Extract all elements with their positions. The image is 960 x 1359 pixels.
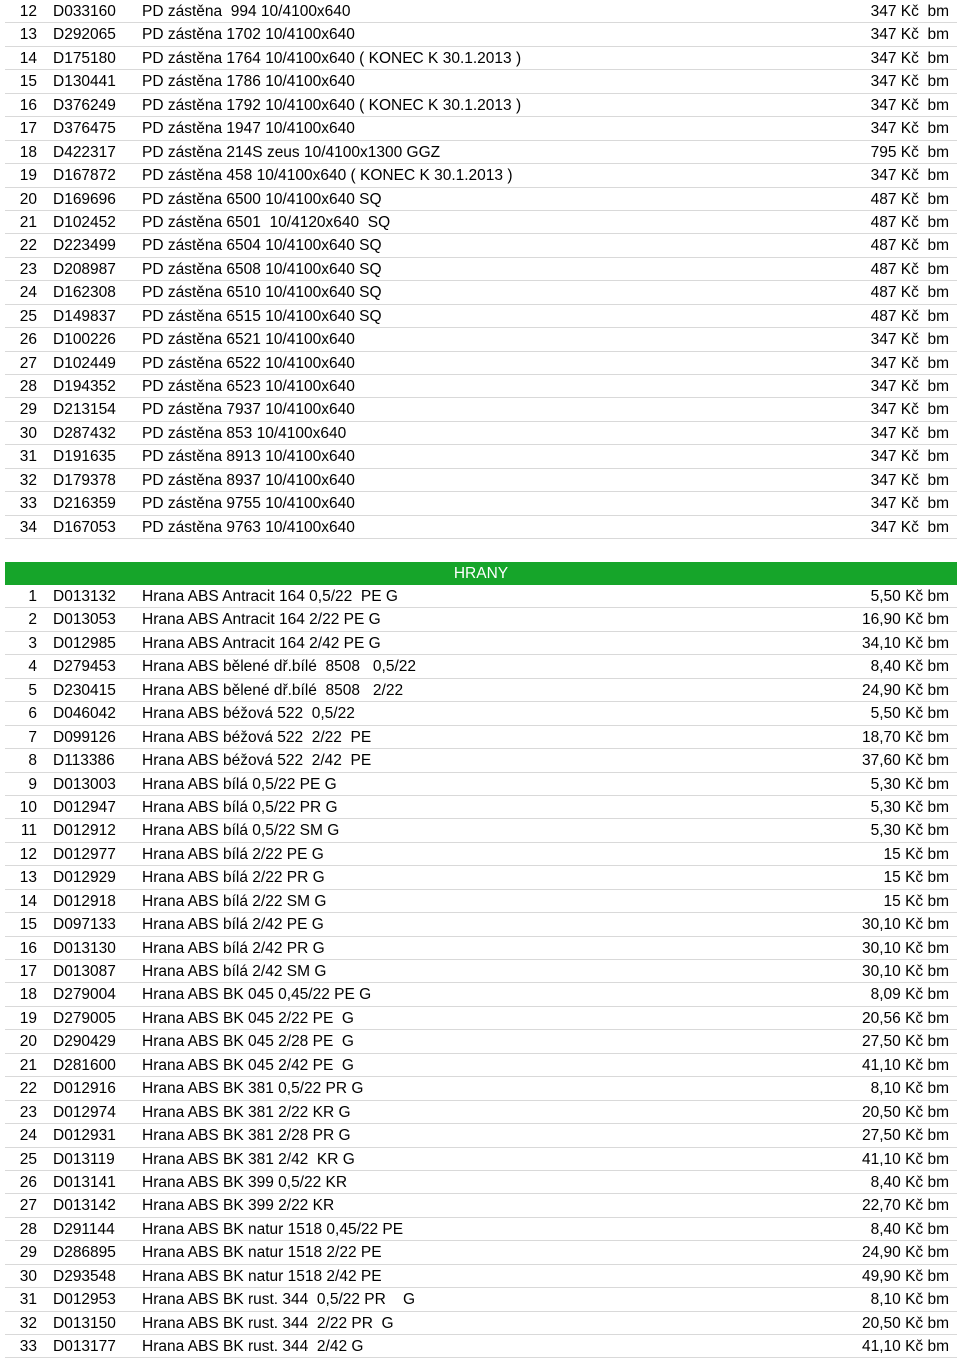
product-code: D046042	[53, 705, 116, 723]
row-number: 14	[19, 892, 37, 910]
product-code: D130441	[53, 73, 116, 91]
table-row	[5, 773, 957, 796]
row-number: 34	[19, 518, 37, 536]
product-name: PD zástěna 6521 10/4100x640	[142, 331, 355, 349]
product-name: Hrana ABS Antracit 164 2/22 PE G	[142, 611, 381, 629]
row-number: 16	[19, 939, 37, 957]
product-name: Hrana ABS bílá 2/42 PE G	[142, 916, 324, 934]
table-row	[5, 890, 957, 913]
row-number: 23	[19, 1103, 37, 1121]
product-name: Hrana ABS bělené dř.bílé 8508 2/22	[142, 681, 404, 699]
row-number: 15	[19, 916, 37, 934]
product-code: D213154	[53, 401, 116, 419]
row-number: 20	[19, 1033, 37, 1051]
product-name: PD zástěna 6504 10/4100x640 SQ	[142, 237, 382, 255]
product-code: D013130	[53, 939, 116, 957]
table-row	[5, 937, 957, 960]
table-row	[5, 1171, 957, 1194]
product-code: D291144	[53, 1220, 115, 1238]
row-number: 17	[19, 120, 37, 138]
table-row	[5, 1124, 957, 1147]
product-name: Hrana ABS BK natur 1518 2/22 PE	[142, 1244, 382, 1262]
product-name: PD zástěna 1947 10/4100x640	[142, 120, 355, 138]
table-row	[5, 983, 957, 1006]
product-name: Hrana ABS béžová 522 2/42 PE	[142, 752, 372, 770]
table-row	[5, 843, 957, 866]
table-row	[5, 960, 957, 983]
row-number: 30	[19, 424, 37, 442]
table-row	[5, 234, 957, 257]
table-row	[5, 819, 957, 842]
product-price: 24,90 Kč bm	[861, 681, 949, 699]
product-price: 487 Kč bm	[870, 213, 949, 231]
product-name: Hrana ABS bílá 0,5/22 SM G	[142, 822, 340, 840]
product-name: PD zástěna 7937 10/4100x640	[142, 401, 355, 419]
product-name: Hrana ABS bílá 2/42 PR G	[142, 939, 325, 957]
product-code: D012947	[53, 798, 116, 816]
product-code: D281600	[53, 1056, 116, 1074]
row-number: 2	[28, 611, 37, 629]
table-row	[5, 258, 957, 281]
row-number: 9	[28, 775, 37, 793]
row-number: 19	[19, 1009, 37, 1027]
table-row	[5, 679, 957, 702]
product-code: D279004	[53, 986, 116, 1004]
product-price: 8,40 Kč bm	[870, 1173, 949, 1191]
product-code: D376249	[53, 96, 116, 114]
product-price: 20,56 Kč bm	[861, 1009, 949, 1027]
product-name: PD zástěna 6515 10/4100x640 SQ	[142, 307, 382, 325]
row-number: 20	[19, 190, 37, 208]
product-name: PD zástěna 214S zeus 10/4100x1300 GGZ	[142, 143, 441, 161]
product-price: 347 Kč bm	[870, 331, 949, 349]
table-row	[5, 47, 957, 70]
product-name: Hrana ABS BK natur 1518 0,45/22 PE	[142, 1220, 404, 1238]
table-row	[5, 1148, 957, 1171]
product-code: D422317	[53, 143, 116, 161]
product-code: D012912	[53, 822, 116, 840]
product-name: Hrana ABS BK 045 2/28 PE G	[142, 1033, 354, 1051]
product-name: Hrana ABS bílá 0,5/22 PE G	[142, 775, 337, 793]
row-number: 4	[28, 658, 37, 676]
product-name: Hrana ABS BK rust. 344 2/42 G	[142, 1338, 364, 1355]
row-number: 22	[19, 237, 37, 255]
product-price: 347 Kč bm	[870, 96, 949, 114]
row-number: 33	[19, 1338, 37, 1355]
product-code: D149837	[53, 307, 116, 325]
table-row	[5, 1077, 957, 1100]
row-number: 33	[19, 495, 37, 513]
product-price: 487 Kč bm	[870, 284, 949, 302]
product-price: 18,70 Kč bm	[861, 728, 949, 746]
table-row	[5, 796, 957, 819]
row-number: 13	[19, 26, 37, 44]
product-name: PD zástěna 1786 10/4100x640	[142, 73, 355, 91]
row-number: 21	[19, 1056, 37, 1074]
product-price: 30,10 Kč bm	[861, 963, 949, 980]
table-row	[5, 1241, 957, 1264]
product-price: 30,10 Kč bm	[861, 939, 949, 957]
table-row	[5, 422, 957, 445]
row-number: 14	[19, 49, 37, 67]
table-row	[5, 1218, 957, 1241]
row-number: 24	[19, 284, 37, 302]
product-code: D179378	[53, 471, 116, 489]
product-price: 487 Kč bm	[870, 260, 949, 278]
product-name: PD zástěna 8937 10/4100x640	[142, 471, 355, 489]
table-row	[5, 1194, 957, 1217]
table-row	[5, 655, 957, 678]
table-row	[5, 1335, 957, 1358]
product-code: D167053	[53, 518, 116, 536]
product-name: Hrana ABS béžová 522 2/22 PE	[142, 728, 372, 746]
product-price: 41,10 Kč bm	[861, 1150, 949, 1168]
table-row	[5, 164, 957, 187]
row-number: 17	[19, 963, 37, 980]
table-row	[5, 726, 957, 749]
product-name: PD zástěna 1702 10/4100x640	[142, 26, 355, 44]
product-name: Hrana ABS BK 381 2/28 PR G	[142, 1127, 351, 1145]
product-price: 37,60 Kč bm	[861, 752, 949, 770]
product-name: PD zástěna 458 10/4100x640 ( KONEC K 30.1.2013 )	[142, 167, 513, 185]
table-row	[5, 749, 957, 772]
product-code: D191635	[53, 448, 116, 466]
product-price: 347 Kč bm	[870, 26, 949, 44]
product-name: PD zástěna 6522 10/4100x640	[142, 354, 355, 372]
product-name: Hrana ABS bílá 2/22 PR G	[142, 869, 325, 887]
product-name: PD zástěna 6510 10/4100x640 SQ	[142, 284, 382, 302]
table-row	[5, 117, 957, 140]
row-number: 29	[19, 401, 37, 419]
row-number: 32	[19, 471, 37, 489]
row-number: 19	[19, 167, 37, 185]
table-row	[5, 445, 957, 468]
row-number: 31	[19, 1291, 37, 1309]
row-number: 28	[19, 1220, 37, 1238]
table-row	[5, 492, 957, 515]
row-number: 12	[19, 3, 37, 20]
product-code: D013132	[53, 588, 116, 605]
table-row	[5, 328, 957, 351]
product-price: 347 Kč bm	[870, 73, 949, 91]
product-name: Hrana ABS béžová 522 0,5/22	[142, 705, 355, 723]
product-name: Hrana ABS Antracit 164 0,5/22 PE G	[142, 588, 398, 605]
table-row	[5, 585, 957, 608]
product-price: 22,70 Kč bm	[861, 1197, 949, 1215]
product-price: 795 Kč bm	[870, 143, 949, 161]
price-table-zastena	[5, 0, 957, 539]
product-code: D208987	[53, 260, 116, 278]
product-name: Hrana ABS BK rust. 344 0,5/22 PR G	[142, 1291, 416, 1309]
product-price: 8,40 Kč bm	[870, 1220, 949, 1238]
product-price: 5,30 Kč bm	[870, 775, 949, 793]
product-price: 20,50 Kč bm	[861, 1314, 949, 1332]
product-code: D223499	[53, 237, 116, 255]
table-row	[5, 0, 957, 23]
product-name: PD zástěna 6523 10/4100x640	[142, 378, 355, 395]
product-name: Hrana ABS BK 381 2/42 KR G	[142, 1150, 355, 1168]
product-code: D216359	[53, 495, 116, 513]
product-price: 15 Kč bm	[883, 845, 949, 863]
row-number: 5	[28, 681, 37, 699]
product-price: 8,10 Kč bm	[870, 1291, 949, 1309]
product-name: PD zástěna 6501 10/4120x640 SQ	[142, 213, 391, 231]
table-row	[5, 23, 957, 46]
product-code: D293548	[53, 1267, 116, 1285]
product-name: PD zástěna 6500 10/4100x640 SQ	[142, 190, 382, 208]
product-price: 347 Kč bm	[870, 49, 949, 67]
product-code: D194352	[53, 378, 116, 395]
table-row	[5, 211, 957, 234]
product-code: D013150	[53, 1314, 116, 1332]
product-name: PD zástěna 994 10/4100x640	[142, 3, 351, 20]
row-number: 26	[19, 1173, 37, 1191]
row-number: 26	[19, 331, 37, 349]
table-row	[5, 375, 957, 398]
row-number: 12	[19, 845, 37, 863]
row-number: 8	[28, 752, 37, 770]
product-name: Hrana ABS bílá 2/42 SM G	[142, 963, 327, 980]
product-price: 347 Kč bm	[870, 167, 949, 185]
row-number: 10	[19, 798, 37, 816]
table-row	[5, 70, 957, 93]
product-code: D013142	[53, 1197, 116, 1215]
product-name: Hrana ABS BK natur 1518 2/42 PE	[142, 1267, 382, 1285]
table-row	[5, 1312, 957, 1335]
product-name: Hrana ABS Antracit 164 2/42 PE G	[142, 634, 381, 652]
product-code: D097133	[53, 916, 116, 934]
product-price: 41,10 Kč bm	[861, 1056, 949, 1074]
product-code: D102452	[53, 213, 116, 231]
product-price: 487 Kč bm	[870, 237, 949, 255]
row-number: 27	[19, 354, 37, 372]
product-name: PD zástěna 9763 10/4100x640	[142, 518, 355, 536]
product-price: 15 Kč bm	[883, 892, 949, 910]
product-code: D167872	[53, 167, 116, 185]
table-row	[5, 469, 957, 492]
product-price: 8,10 Kč bm	[870, 1080, 949, 1098]
product-code: D012916	[53, 1080, 116, 1098]
product-name: PD zástěna 6508 10/4100x640 SQ	[142, 260, 382, 278]
row-number: 7	[28, 728, 37, 746]
row-number: 22	[19, 1080, 37, 1098]
product-price: 347 Kč bm	[870, 120, 949, 138]
product-name: Hrana ABS BK rust. 344 2/22 PR G	[142, 1314, 394, 1332]
product-code: D279453	[53, 658, 116, 676]
row-number: 16	[19, 96, 37, 114]
product-code: D287432	[53, 424, 116, 442]
row-number: 18	[19, 986, 37, 1004]
product-name: Hrana ABS bílá 2/22 PE G	[142, 845, 324, 863]
row-number: 24	[19, 1127, 37, 1145]
product-code: D099126	[53, 728, 116, 746]
table-row	[5, 1030, 957, 1053]
product-price: 347 Kč bm	[870, 401, 949, 419]
product-price: 5,50 Kč bm	[870, 705, 949, 723]
product-name: PD zástěna 1764 10/4100x640 ( KONEC K 30.1.2013 )	[142, 49, 522, 67]
product-code: D012974	[53, 1103, 116, 1121]
product-price: 5,30 Kč bm	[870, 798, 949, 816]
row-number: 21	[19, 213, 37, 231]
row-number: 25	[19, 307, 37, 325]
product-price: 347 Kč bm	[870, 354, 949, 372]
table-row	[5, 141, 957, 164]
row-number: 30	[19, 1267, 37, 1285]
product-name: Hrana ABS bílá 0,5/22 PR G	[142, 798, 338, 816]
product-price: 27,50 Kč bm	[861, 1033, 949, 1051]
table-row	[5, 1007, 957, 1030]
product-price: 8,09 Kč bm	[870, 986, 949, 1004]
price-table-hrany	[5, 585, 957, 1358]
table-row	[5, 1288, 957, 1311]
table-row	[5, 94, 957, 117]
product-price: 5,30 Kč bm	[870, 822, 949, 840]
product-price: 34,10 Kč bm	[861, 634, 949, 652]
row-number: 13	[19, 869, 37, 887]
table-row	[5, 1054, 957, 1077]
table-row	[5, 632, 957, 655]
product-code: D279005	[53, 1009, 116, 1027]
product-name: Hrana ABS BK 399 2/22 KR	[142, 1197, 335, 1215]
product-code: D013087	[53, 963, 116, 980]
product-price: 5,50 Kč bm	[870, 588, 949, 605]
product-code: D102449	[53, 354, 116, 372]
row-number: 3	[28, 634, 37, 652]
product-code: D012953	[53, 1291, 116, 1309]
section-header-hrany: HRANY	[5, 562, 957, 585]
product-price: 487 Kč bm	[870, 307, 949, 325]
product-price: 347 Kč bm	[870, 424, 949, 442]
product-name: PD zástěna 1792 10/4100x640 ( KONEC K 30.1.2013 )	[142, 96, 522, 114]
row-number: 6	[28, 705, 37, 723]
row-number: 18	[19, 143, 37, 161]
product-price: 20,50 Kč bm	[861, 1103, 949, 1121]
product-code: D013053	[53, 611, 116, 629]
row-number: 11	[20, 822, 37, 840]
table-row	[5, 188, 957, 211]
table-row	[5, 516, 957, 539]
row-number: 25	[19, 1150, 37, 1168]
row-number: 32	[19, 1314, 37, 1332]
product-price: 15 Kč bm	[883, 869, 949, 887]
row-number: 1	[28, 588, 37, 605]
product-code: D286895	[53, 1244, 116, 1262]
product-name: Hrana ABS bílá 2/22 SM G	[142, 892, 327, 910]
product-name: PD zástěna 8913 10/4100x640	[142, 448, 355, 466]
product-code: D376475	[53, 120, 116, 138]
product-price: 347 Kč bm	[870, 3, 949, 20]
product-price: 30,10 Kč bm	[861, 916, 949, 934]
product-price: 49,90 Kč bm	[861, 1267, 949, 1285]
table-row	[5, 702, 957, 725]
product-price: 347 Kč bm	[870, 495, 949, 513]
table-row	[5, 398, 957, 421]
product-code: D013141	[53, 1173, 116, 1191]
product-name: Hrana ABS BK 399 0,5/22 KR	[142, 1173, 348, 1191]
row-number: 23	[19, 260, 37, 278]
product-code: D290429	[53, 1033, 116, 1051]
product-name: Hrana ABS BK 381 2/22 KR G	[142, 1103, 351, 1121]
product-price: 347 Kč bm	[870, 471, 949, 489]
product-name: Hrana ABS bělené dř.bílé 8508 0,5/22	[142, 658, 417, 676]
product-code: D162308	[53, 284, 116, 302]
product-name: Hrana ABS BK 381 0,5/22 PR G	[142, 1080, 364, 1098]
table-row	[5, 1265, 957, 1288]
product-price: 487 Kč bm	[870, 190, 949, 208]
product-name: Hrana ABS BK 045 0,45/22 PE G	[142, 986, 372, 1004]
table-row	[5, 352, 957, 375]
product-code: D013119	[53, 1150, 115, 1168]
product-code: D013177	[53, 1338, 116, 1355]
row-number: 15	[19, 73, 37, 91]
table-row	[5, 866, 957, 889]
product-code: D013003	[53, 775, 116, 793]
row-number: 31	[19, 448, 37, 466]
product-name: PD zástěna 9755 10/4100x640	[142, 495, 355, 513]
product-code: D033160	[53, 3, 116, 20]
row-number: 27	[19, 1197, 37, 1215]
product-price: 347 Kč bm	[870, 378, 949, 395]
product-name: PD zástěna 853 10/4100x640	[142, 424, 347, 442]
product-price: 16,90 Kč bm	[861, 611, 949, 629]
table-row	[5, 913, 957, 936]
product-code: D012985	[53, 634, 116, 652]
product-code: D012931	[53, 1127, 116, 1145]
product-code: D100226	[53, 331, 116, 349]
row-number: 29	[19, 1244, 37, 1262]
row-number: 28	[19, 378, 37, 395]
product-code: D230415	[53, 681, 116, 699]
table-row	[5, 1101, 957, 1124]
product-name: Hrana ABS BK 045 2/22 PE G	[142, 1009, 354, 1027]
product-price: 24,90 Kč bm	[861, 1244, 949, 1262]
product-price: 27,50 Kč bm	[861, 1127, 949, 1145]
product-code: D012977	[53, 845, 116, 863]
product-code: D012918	[53, 892, 116, 910]
product-price: 347 Kč bm	[870, 518, 949, 536]
product-code: D012929	[53, 869, 116, 887]
product-name: Hrana ABS BK 045 2/42 PE G	[142, 1056, 354, 1074]
table-row	[5, 305, 957, 328]
product-code: D113386	[53, 752, 115, 770]
product-code: D292065	[53, 26, 116, 44]
product-price: 41,10 Kč bm	[861, 1338, 949, 1355]
product-price: 347 Kč bm	[870, 448, 949, 466]
product-code: D169696	[53, 190, 116, 208]
product-code: D175180	[53, 49, 116, 67]
product-price: 8,40 Kč bm	[870, 658, 949, 676]
table-row	[5, 281, 957, 304]
table-row	[5, 608, 957, 631]
